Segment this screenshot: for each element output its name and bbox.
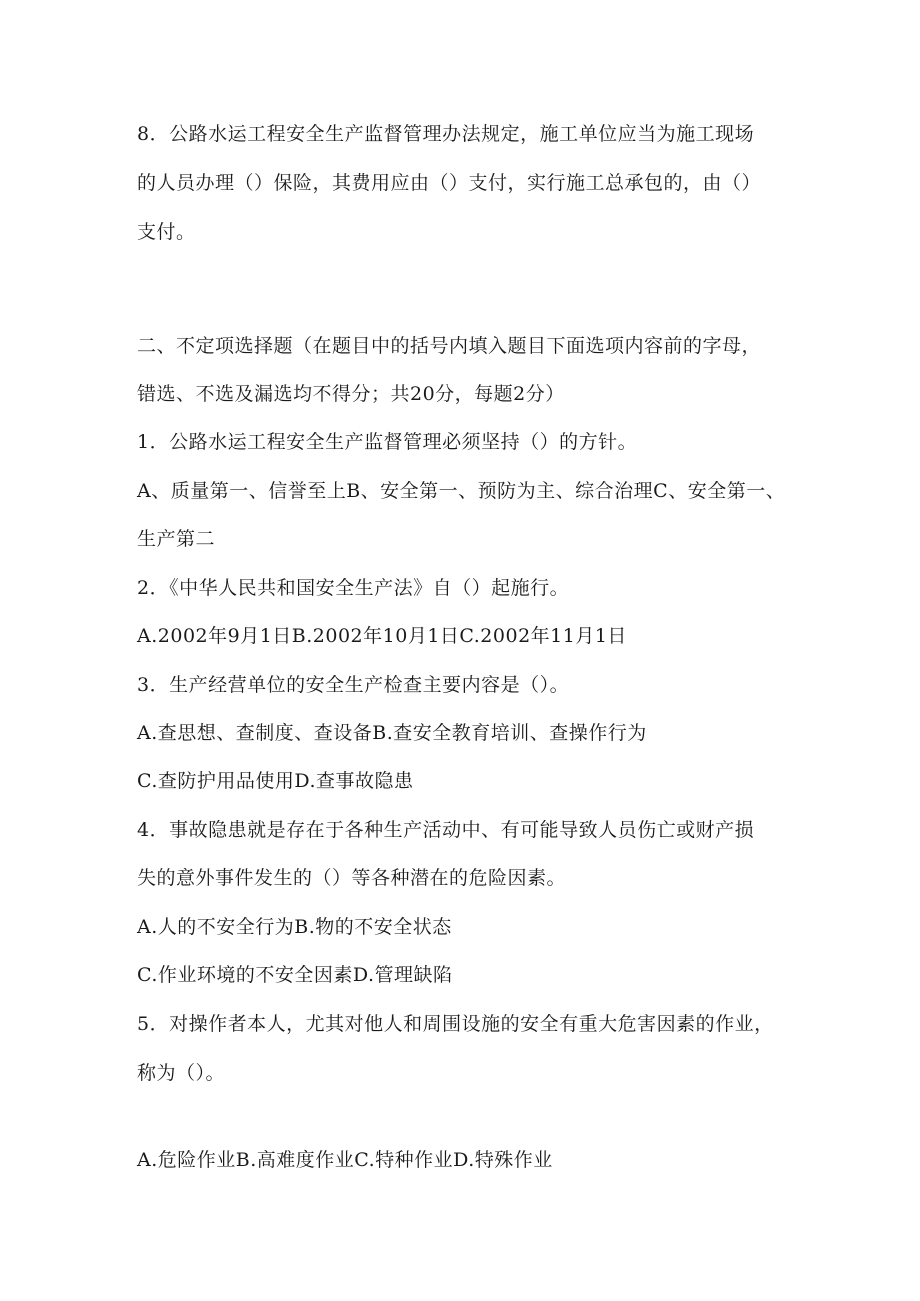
question-1: 1．公路水运工程安全生产监督管理必须坚持（）的方针。 [137, 431, 638, 453]
question-2: 2．《中华人民共和国安全生产法》自（）起施行。 [137, 577, 570, 599]
text-line-q8-2: 的人员办理（）保险，其费用应由（）支付，实行施工总承包的，由（） [137, 172, 762, 194]
question-1-options-2: 生产第二 [137, 528, 216, 550]
section-heading-line-2: 错选、不选及漏选均不得分；共20分，每题2分） [137, 383, 565, 405]
question-2-options: A.2002年9月1日B.2002年10月1日C.2002年11月1日 [137, 625, 627, 647]
question-4-line-2: 失的意外事件发生的（）等各种潜在的危险因素。 [137, 867, 567, 889]
question-5-line-1: 5．对操作者本人，尤其对他人和周围设施的安全有重大危害因素的作业， [137, 1013, 774, 1035]
question-4-options-1: A.人的不安全行为B.物的不安全状态 [137, 916, 452, 938]
question-3: 3．生产经营单位的安全生产检查主要内容是（）。 [137, 674, 570, 696]
text-line-q8-3: 支付。 [137, 221, 196, 243]
question-4-line-1: 4．事故隐患就是存在于各种生产活动中、有可能导致人员伤亡或财产损 [137, 819, 755, 841]
question-3-options-2: C.查防护用品使用D.查事故隐患 [137, 770, 414, 792]
question-4-options-2: C.作业环境的不安全因素D.管理缺陷 [137, 964, 453, 986]
question-3-options-1: A.查思想、查制度、查设备B.查安全教育培训、查操作行为 [137, 722, 647, 744]
question-5-line-2: 称为（）。 [137, 1062, 226, 1084]
section-heading-line-1: 二、不定项选择题（在题目中的括号内填入题目下面选项内容前的字母， [137, 335, 762, 357]
question-5-options: A.危险作业B.高难度作业C.特种作业D.特殊作业 [137, 1149, 553, 1171]
question-1-options-1: A、质量第一、信誉至上B、安全第一、预防为主、综合治理C、安全第一、 [137, 480, 786, 502]
text-line-q8-1: 8．公路水运工程安全生产监督管理办法规定，施工单位应当为施工现场 [137, 123, 755, 145]
